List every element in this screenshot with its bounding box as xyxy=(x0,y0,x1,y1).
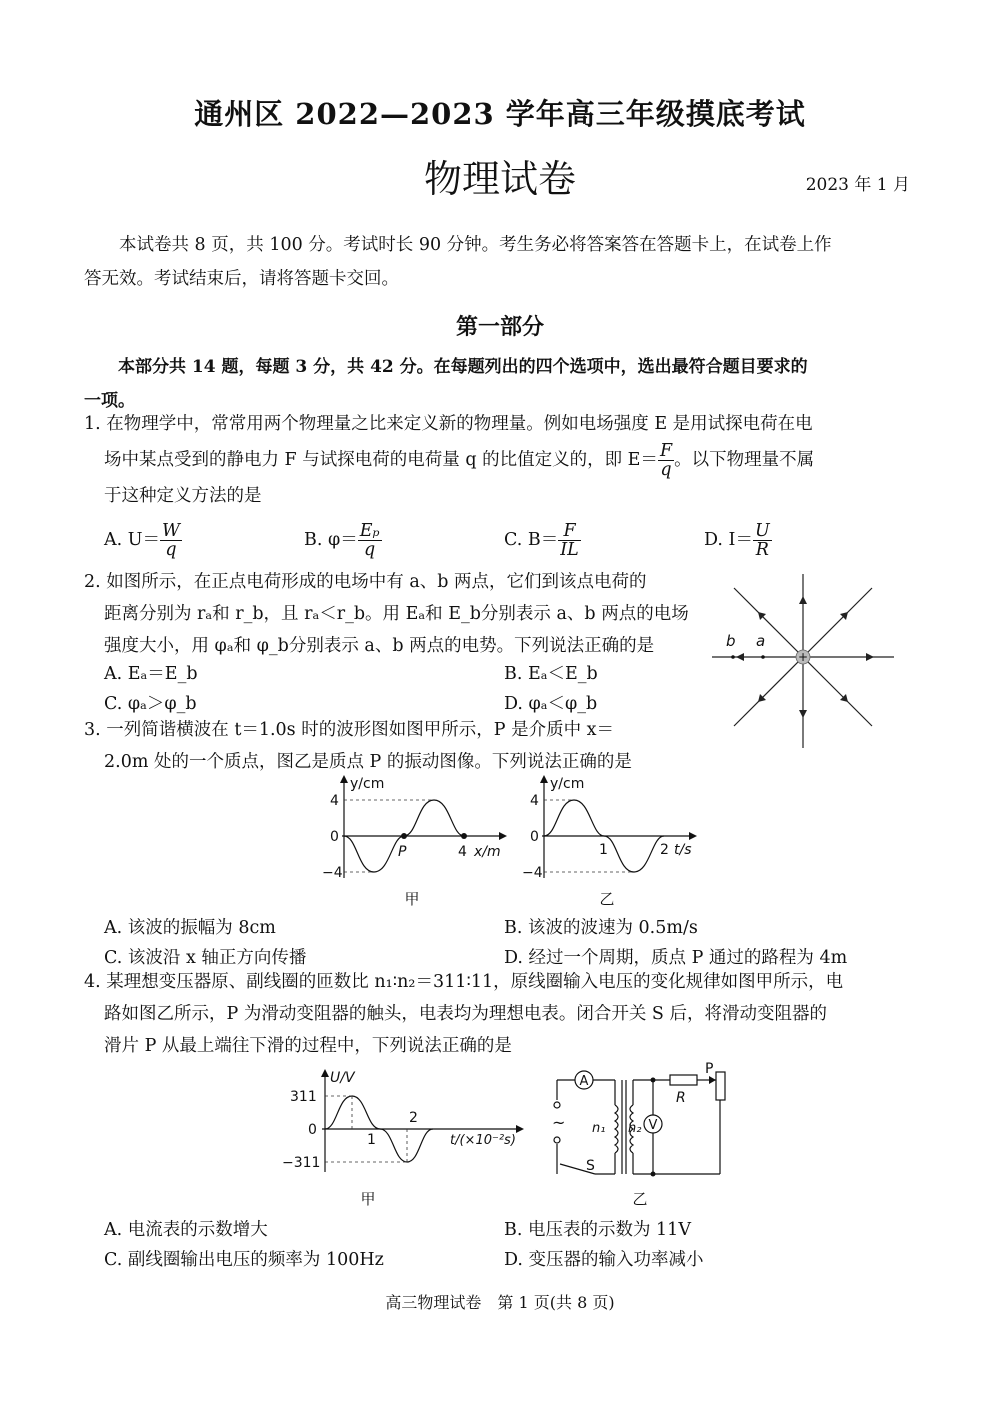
q3a-caption: 甲 xyxy=(404,890,420,908)
q1-option-a-label: A. U＝ xyxy=(104,530,161,550)
q1-option-a-den: q xyxy=(165,540,177,560)
exam-title: 通州区 2022—2023 学年高三年级摸底考试 xyxy=(194,97,806,131)
q2-point-b-label: b xyxy=(726,632,736,650)
n1-label: n₁ xyxy=(592,1121,606,1136)
q3a-xtick: 4 xyxy=(458,844,467,860)
q1-option-c[interactable] xyxy=(504,522,581,559)
q2-line-2: 距离分别为 rₐ和 r_b，且 rₐ＜r_b。用 Eₐ和 E_b分别表示 a、b 两点的电场 xyxy=(104,604,689,624)
voltmeter-label: V xyxy=(648,1118,658,1133)
q1-option-b-num: Eₚ xyxy=(359,521,380,541)
q3a-ylabel: y/cm xyxy=(350,776,385,792)
exam-subject: 物理试卷 xyxy=(423,157,576,201)
q1-option-d-label: D. I＝ xyxy=(704,530,753,550)
q4-option-c[interactable]: C. 副线圈输出电压的频率为 100Hz xyxy=(104,1250,384,1270)
question-2 xyxy=(84,566,704,662)
q4-option-d[interactable]: D. 变压器的输入功率减小 xyxy=(504,1250,704,1270)
q4b-caption: 乙 xyxy=(632,1190,648,1208)
q4-circuit-figure xyxy=(540,1060,740,1185)
q3a-ytick-zero: 0 xyxy=(330,829,339,845)
q3-wave-figure xyxy=(322,772,512,884)
q4a-caption: 甲 xyxy=(360,1190,376,1208)
q2-option-b[interactable]: B. Eₐ＜E_b xyxy=(504,664,598,684)
slider-p-label: P xyxy=(705,1061,714,1077)
question-1 xyxy=(84,408,914,512)
q1-eq-den: q xyxy=(660,460,672,480)
q4a-ytick-zero: 0 xyxy=(308,1122,317,1138)
q4a-ytick-neg: −311 xyxy=(282,1155,321,1171)
q1-option-a[interactable] xyxy=(104,522,182,559)
q1-line-3: 于这种定义方法的是 xyxy=(104,486,262,506)
q1-option-b-den: q xyxy=(364,540,376,560)
q4-line-1: 4. 某理想变压器原、副线圈的匝数比 n₁∶n₂＝311∶11，原线圈输入电压的变化规律如图甲所示，电 xyxy=(84,972,844,992)
q4-option-a[interactable]: A. 电流表的示数增大 xyxy=(104,1220,268,1240)
q4a-xtick-1: 1 xyxy=(367,1132,376,1148)
n2-label: n₂ xyxy=(628,1121,642,1136)
q3b-ytick-pos: 4 xyxy=(530,793,539,809)
section-desc-line-1: 本部分共 14 题，每题 3 分，共 42 分。在每题列出的四个选项中，选出最符合题目要求的 xyxy=(118,357,808,377)
q3a-xlabel: x/m xyxy=(474,844,501,860)
q1-option-c-num: F xyxy=(558,522,581,541)
q3-line-2: 2.0m 处的一个质点，图乙是质点 P 的振动图像。下列说法正确的是 xyxy=(104,752,632,772)
q4a-xlabel: t/(×10⁻²s) xyxy=(450,1133,516,1148)
q1-option-b-label: B. φ＝ xyxy=(304,530,358,550)
q3a-point-p: P xyxy=(398,844,407,860)
q3b-ytick-neg: −4 xyxy=(522,865,543,881)
q1-eq-fraction xyxy=(658,442,674,479)
q2-point-a-label: a xyxy=(756,632,766,650)
q3-option-b[interactable]: B. 该波的波速为 0.5m/s xyxy=(504,918,698,938)
resistor-label: R xyxy=(676,1090,686,1106)
intro-line-1: 本试卷共 8 页，共 100 分。考试时长 90 分钟。考生务必将答案答在答题卡上，在试卷上作 xyxy=(119,235,832,255)
q3b-xlabel: t/s xyxy=(674,842,692,858)
q3b-ytick-zero: 0 xyxy=(530,829,539,845)
q1-eq-num: F xyxy=(659,441,673,461)
q2-option-c[interactable]: C. φₐ＞φ_b xyxy=(104,694,197,714)
q1-option-c-label: C. B＝ xyxy=(504,530,559,550)
q1-option-d[interactable] xyxy=(704,522,772,559)
q4a-ylabel: U/V xyxy=(330,1070,355,1086)
q1-line-2 xyxy=(84,440,914,480)
ammeter-label: A xyxy=(579,1074,589,1089)
section-desc-line-2: 一项。 xyxy=(84,391,135,411)
question-4 xyxy=(84,966,914,1062)
q2-option-a[interactable]: A. Eₐ＝E_b xyxy=(104,664,198,684)
q1-option-d-num: U xyxy=(754,521,770,541)
q3-option-a[interactable]: A. 该波的振幅为 8cm xyxy=(104,918,276,938)
q1-option-b[interactable] xyxy=(304,522,382,559)
q1-line-1: 1. 在物理学中，常常用两个物理量之比来定义新的物理量。例如电场强度 E 是用试探电荷在电 xyxy=(84,414,813,434)
intro xyxy=(84,228,914,296)
q3b-xtick-2: 2 xyxy=(660,842,669,858)
q1-option-c-den: IL xyxy=(560,540,579,560)
q2-point-b xyxy=(731,655,735,659)
q3-option-d[interactable]: D. 经过一个周期，质点 P 通过的路程为 4m xyxy=(504,948,848,968)
q4-line-3: 滑片 P 从最上端往下滑的过程中，下列说法正确的是 xyxy=(104,1036,512,1056)
q4-option-b[interactable]: B. 电压表的示数为 11V xyxy=(504,1220,691,1240)
q2-line-3: 强度大小，用 φₐ和 φ_b分别表示 a、b 两点的电势。下列说法正确的是 xyxy=(104,636,655,656)
q3-line-1: 3. 一列简谐横波在 t＝1.0s 时的波形图如图甲所示，P 是介质中 x＝ xyxy=(84,720,614,740)
q2-line-1: 2. 如图所示，在正点电荷形成的电场中有 a、b 两点，它们到该点电荷的 xyxy=(84,572,647,592)
q1-line-2a: 场中某点受到的静电力 F 与试探电荷的电荷量 q 的比值定义的，即 E＝ xyxy=(104,450,658,470)
ac-source-symbol: ~ xyxy=(552,1113,566,1132)
q2-plus-charge: + xyxy=(797,650,809,664)
q1-line-2b: 。以下物理量不属 xyxy=(674,450,815,470)
intro-line-2: 答无效。考试结束后，请将答题卡交回。 xyxy=(84,269,399,289)
section-title: 第一部分 xyxy=(455,314,544,340)
q3a-ytick-pos: 4 xyxy=(330,793,339,809)
q3b-xtick-1: 1 xyxy=(599,842,608,858)
q4-voltage-figure xyxy=(280,1066,525,1176)
question-3 xyxy=(84,714,704,778)
q2-option-d[interactable]: D. φₐ＜φ_b xyxy=(504,694,598,714)
q3-vibration-figure xyxy=(522,772,702,884)
q3b-caption: 乙 xyxy=(599,890,615,908)
q3-option-c[interactable]: C. 该波沿 x 轴正方向传播 xyxy=(104,948,307,968)
q3b-ylabel: y/cm xyxy=(550,776,585,792)
q1-option-d-den: R xyxy=(755,540,769,560)
q2-field-figure xyxy=(708,572,898,752)
q4-line-2: 路如图乙所示，P 为滑动变阻器的触头，电表均为理想电表。闭合开关 S 后，将滑动变阻器的 xyxy=(104,1004,827,1024)
q1-option-a-num: W xyxy=(162,521,181,541)
exam-date: 2023 年 1 月 xyxy=(805,175,910,195)
q3a-ytick-neg: −4 xyxy=(322,865,343,881)
page-footer: 高三物理试卷 第 1 页(共 8 页) xyxy=(385,1293,615,1312)
switch-s-label: S xyxy=(586,1158,595,1174)
q4a-xtick-2: 2 xyxy=(409,1110,418,1126)
q4a-ytick-pos: 311 xyxy=(290,1089,317,1105)
q2-point-a xyxy=(761,655,765,659)
